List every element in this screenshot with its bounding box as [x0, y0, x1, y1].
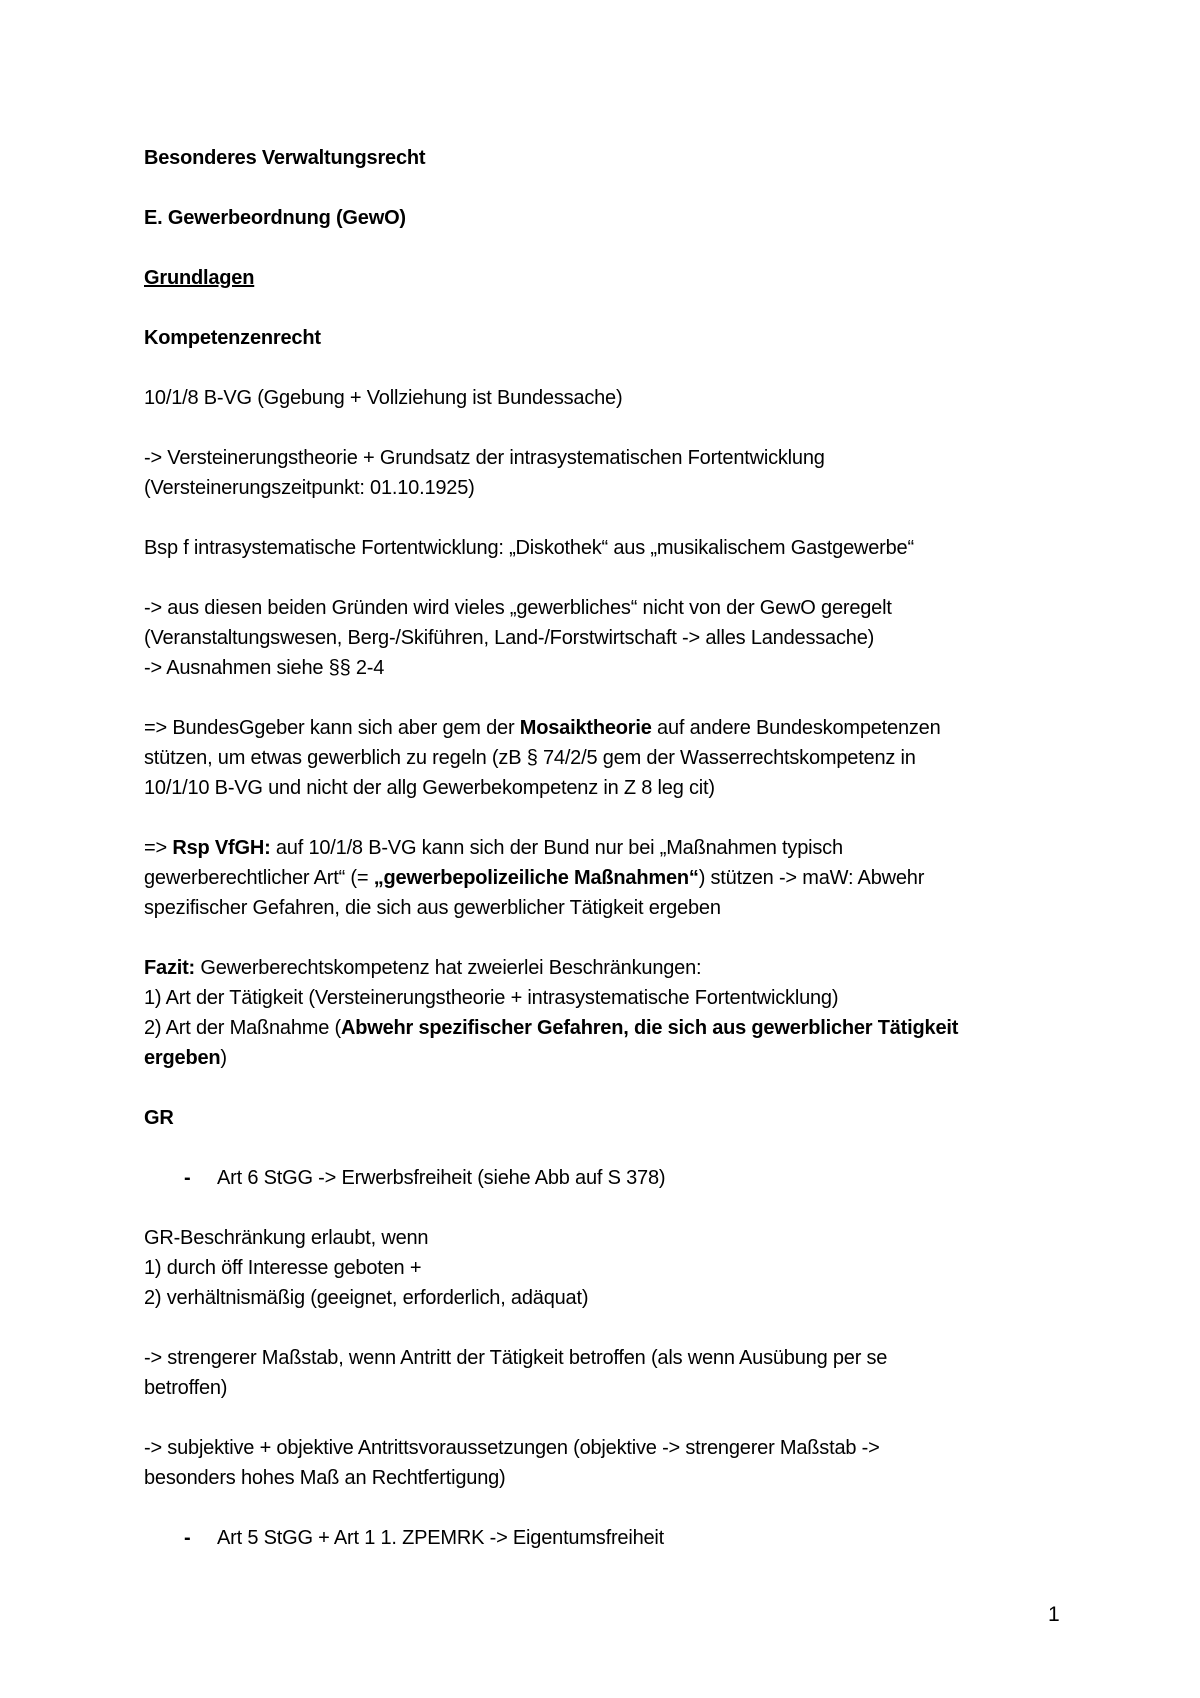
text-line: -> aus diesen beiden Gründen wird vieles „gewerbliches“ nicht von der GewO geregelt — [144, 597, 892, 619]
bullet-dash: - — [184, 1167, 191, 1189]
text-line: stützen, um etwas gewerblich zu regeln (zB § 74/2/5 gem der Wasserrechtskompetenz in — [144, 747, 916, 769]
bullet-item — [144, 1163, 1064, 1193]
text-line: -> subjektive + objektive Antrittsvoraussetzungen (objektive -> strengerer Maßstab -> — [144, 1437, 880, 1459]
bold-term: „gewerbepolizeiliche Maßnahmen“ — [373, 867, 699, 889]
text-line — [144, 713, 1064, 743]
bullet-dash: - — [184, 1527, 191, 1549]
bold-term: ergeben — [144, 1047, 221, 1069]
gr-heading: GR — [144, 1107, 174, 1129]
text-run: => BundesGgeber kann sich aber gem der — [144, 717, 520, 739]
paragraph-strict-standard — [144, 1343, 1064, 1403]
document-title: Besonderes Verwaltungsrecht — [144, 147, 426, 169]
section-heading: Grundlagen — [144, 267, 255, 289]
text-line — [144, 1013, 1064, 1043]
text-line: GR-Beschränkung erlaubt, wenn — [144, 1227, 429, 1249]
text-line: 10/1/10 B-VG und nicht der allg Gewerbekompetenz in Z 8 leg cit) — [144, 777, 715, 799]
text-run: => — [144, 837, 173, 859]
bold-term: Rsp VfGH: — [172, 837, 271, 859]
text-line: besonders hohes Maß an Rechtfertigung) — [144, 1467, 506, 1489]
text-run: auf 10/1/8 B-VG kann sich der Bund nur bei „Maßnahmen typisch — [270, 837, 843, 859]
text-run: 2) Art der Maßnahme ( — [144, 1017, 341, 1039]
text-run: Gewerberechtskompetenz hat zweierlei Beschränkungen: — [195, 957, 702, 979]
text-line: 1) durch öff Interesse geboten + — [144, 1257, 422, 1279]
paragraph-fazit — [144, 953, 1064, 1073]
bullet-text: Art 5 StGG + Art 1 1. ZPEMRK -> Eigentumsfreiheit — [217, 1527, 665, 1549]
text-line: (Versteinerungszeitpunkt: 01.10.1925) — [144, 477, 475, 499]
bold-term: Mosaiktheorie — [519, 717, 652, 739]
text-line: -> strengerer Maßstab, wenn Antritt der Tätigkeit betroffen (als wenn Ausübung per se — [144, 1347, 888, 1369]
bullet-item — [144, 1523, 1064, 1553]
text-line — [144, 863, 1064, 893]
paragraph-gr-restriction — [144, 1223, 1064, 1313]
paragraph-competence-norm: 10/1/8 B-VG (Ggebung + Vollziehung ist Bundessache) — [144, 387, 623, 409]
text-run: gewerberechtlicher Art“ (= — [144, 867, 374, 889]
text-line — [144, 953, 1064, 983]
text-line: betroffen) — [144, 1377, 228, 1399]
paragraph-rsp-vfgh — [144, 833, 1064, 923]
text-line — [144, 833, 1064, 863]
text-line: -> Versteinerungstheorie + Grundsatz der intrasystematischen Fortentwicklung — [144, 447, 825, 469]
text-line: 1) Art der Tätigkeit (Versteinerungstheorie + intrasystematische Fortentwicklung) — [144, 987, 839, 1009]
subsection-heading: Kompetenzenrecht — [144, 327, 321, 349]
text-line: spezifischer Gefahren, die sich aus gewerblicher Tätigkeit ergeben — [144, 897, 721, 919]
text-run: auf andere Bundeskompetenzen — [651, 717, 941, 739]
paragraph-example: Bsp f intrasystematische Fortentwicklung: „Diskothek“ aus „musikalischem Gastgewerbe“ — [144, 537, 914, 559]
text-run: ) stützen -> maW: Abwehr — [698, 867, 925, 889]
paragraph-mosaiktheorie — [144, 713, 1064, 803]
paragraph-reasons — [144, 593, 1064, 683]
text-line: (Veranstaltungswesen, Berg-/Skiführen, Land-/Forstwirtschaft -> alles Landessache) — [144, 627, 875, 649]
paragraph-entry-requirements — [144, 1433, 1064, 1493]
paragraph-versteinerung — [144, 443, 1064, 503]
text-line: -> Ausnahmen siehe §§ 2-4 — [144, 657, 385, 679]
bold-term: Fazit: — [144, 957, 196, 979]
text-line — [144, 1043, 1064, 1073]
text-line: 2) verhältnismäßig (geeignet, erforderlich, adäquat) — [144, 1287, 589, 1309]
text-run: ) — [220, 1047, 227, 1069]
bullet-text: Art 6 StGG -> Erwerbsfreiheit (siehe Abb auf S 378) — [217, 1167, 666, 1189]
document-body — [144, 143, 1064, 1583]
page-number: 1 — [1048, 1603, 1060, 1626]
bold-term: Abwehr spezifischer Gefahren, die sich aus gewerblicher Tätigkeit — [340, 1017, 959, 1039]
chapter-heading: E. Gewerbeordnung (GewO) — [144, 207, 406, 229]
